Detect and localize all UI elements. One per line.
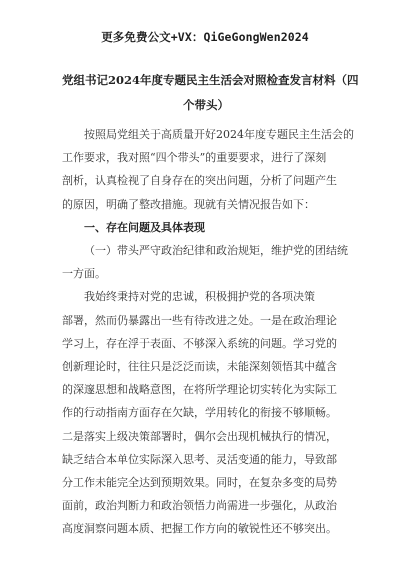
intro-line: 的原因，明确了整改措施。现就有关情况报告如下：: [62, 197, 315, 211]
promo-header: 更多免费公文+VX：QiGeGongWen2024: [101, 30, 309, 44]
section-line: 二是落实上级决策部署时，偶尔会出现机械执行的情况，: [62, 429, 337, 443]
section-1-paragraph: [62, 239, 350, 541]
section-line: 部署，然而仍暴露出一些有待改进之处。一是在政治理论: [62, 313, 337, 327]
intro-line: 按照局党组关于高质量开好2024年度专题民主生活会的: [84, 128, 354, 141]
section-line: 的深邃思想和战略意图，在将所学理论切实转化为实际工: [62, 383, 337, 397]
document-title: [62, 68, 359, 118]
section-line: 学习上，存在浮于表面、不够深入系统的问题。学习党的: [62, 336, 337, 350]
section-line: 创新理论时，往往只是泛泛而读，未能深刻领悟其中蕴含: [62, 360, 337, 374]
section-line: （一）带头严守政治纪律和政治规矩，维护党的团结统: [84, 244, 348, 258]
intro-line: 剖析，认真检视了自身存在的突出问题，分析了问题产生: [62, 174, 337, 188]
intro-paragraph: [62, 123, 354, 216]
document-body: [62, 123, 354, 541]
section-line: 作的行动指南方面存在欠缺，学用转化的衔接不够顺畅。: [62, 406, 337, 420]
section-line: 高度洞察问题本质、把握工作方向的敏锐性还不够突出。: [62, 522, 337, 536]
section-line: 缺乏结合本单位实际深入思考、灵活变通的能力，导致部: [62, 452, 337, 466]
section-heading: 一、存在问题及具体表现: [84, 220, 205, 234]
title-line-1: 党组书记2024年度专题民主生活会对照检查发言材料（四: [62, 73, 359, 87]
section-line: 面前，政治判断力和政治领悟力尚需进一步强化，从政治: [62, 499, 337, 513]
section-line: 分工作未能完全达到预期效果。同时，在复杂多变的局势: [62, 476, 337, 490]
title-line-2: 个带头）: [183, 98, 229, 112]
section-line: 我始终秉持对党的忠诚，积极拥护党的各项决策: [84, 290, 315, 304]
section-line: 一方面。: [62, 267, 106, 281]
intro-line: 工作要求，我对照“四个带头”的重要要求，进行了深刻: [62, 151, 327, 165]
